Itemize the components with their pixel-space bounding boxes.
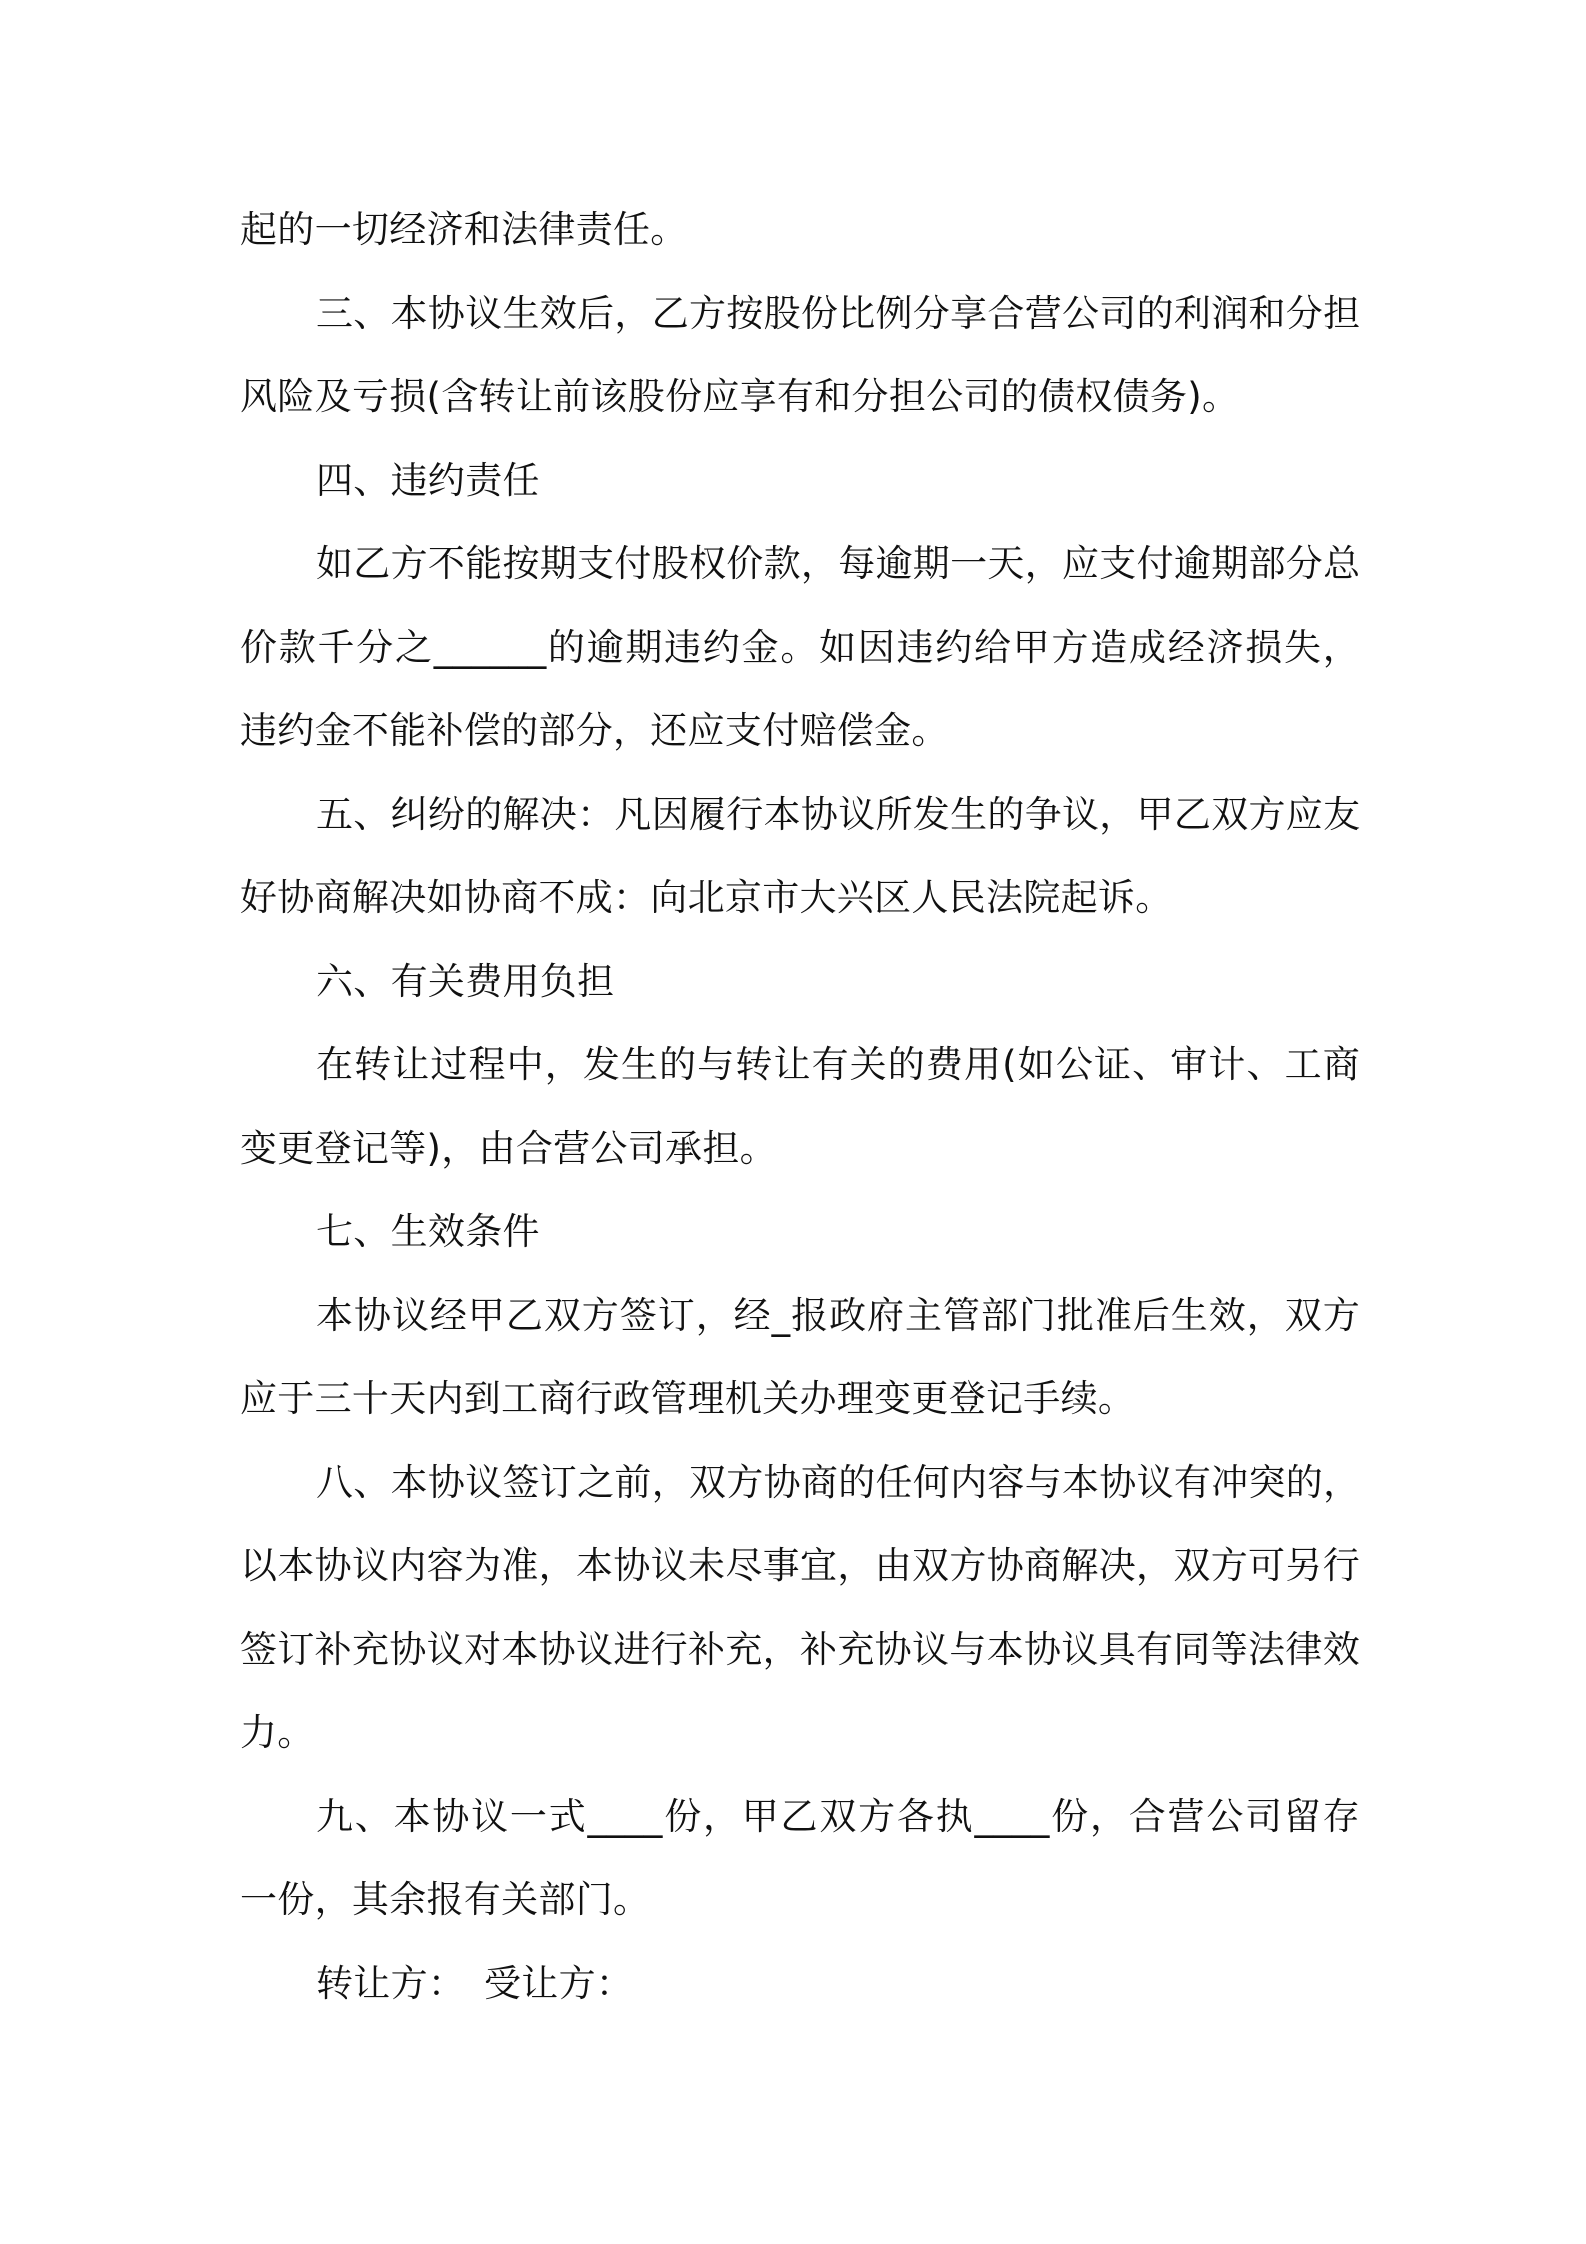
clause-9-line-1: 九、本协议一式____份，甲乙双方各执____份，合营公司留存 [316,1794,1360,1838]
clause-8-line-1: 八、本协议签订之前，双方协商的任何内容与本协议有冲突的， [316,1460,1361,1504]
clause-8-line-3: 签订补充协议对本协议进行补充，补充协议与本协议具有同等法律效 [240,1627,1360,1671]
clause-3-line-2: 风险及亏损(含转让前该股份应享有和分担公司的债权债务)。 [240,375,1240,418]
clause-4-line-2: 价款千分之______的逾期违约金。如因违约给甲方造成经济损失， [240,625,1360,669]
clause-7-line-1: 本协议经甲乙双方签订，经_报政府主管部门批准后生效，双方 [316,1293,1360,1337]
clause-9-line-2: 一份，其余报有关部门。 [240,1878,651,1921]
signature-line: 转让方： 受让方： [316,1961,634,2005]
clause-5-line-1: 五、纠纷的解决：凡因履行本协议所发生的争议，甲乙双方应友 [316,792,1361,836]
clause-7-heading: 七、生效条件 [316,1210,540,1253]
clause-8-line-2: 以本协议内容为准，本协议未尽事宜，由双方协商解决，双方可另行 [240,1544,1360,1587]
clause-6-line-1: 在转让过程中，发生的与转让有关的费用(如公证、审计、工商 [316,1043,1360,1086]
clause-6-heading: 六、有关费用负担 [316,959,615,1003]
clause-4-heading: 四、违约责任 [316,458,540,502]
clause-4-line-3: 违约金不能补偿的部分，还应支付赔偿金。 [240,709,949,752]
clause-5-line-2: 好协商解决如协商不成：向北京市大兴区人民法院起诉。 [240,876,1173,919]
clause-7-line-2: 应于三十天内到工商行政管理机关办理变更登记手续。 [240,1377,1136,1420]
text-line: 起的一切经济和法律责任。 [240,208,688,251]
clause-3-line-1: 三、本协议生效后，乙方按股份比例分享合营公司的利润和分担 [316,291,1361,335]
clause-6-line-2: 变更登记等)，由合营公司承担。 [240,1126,777,1170]
clause-8-line-4: 力。 [240,1711,315,1754]
document-body [240,188,1360,2025]
clause-4-line-1: 如乙方不能按期支付股权价款，每逾期一天，应支付逾期部分总 [316,542,1361,585]
